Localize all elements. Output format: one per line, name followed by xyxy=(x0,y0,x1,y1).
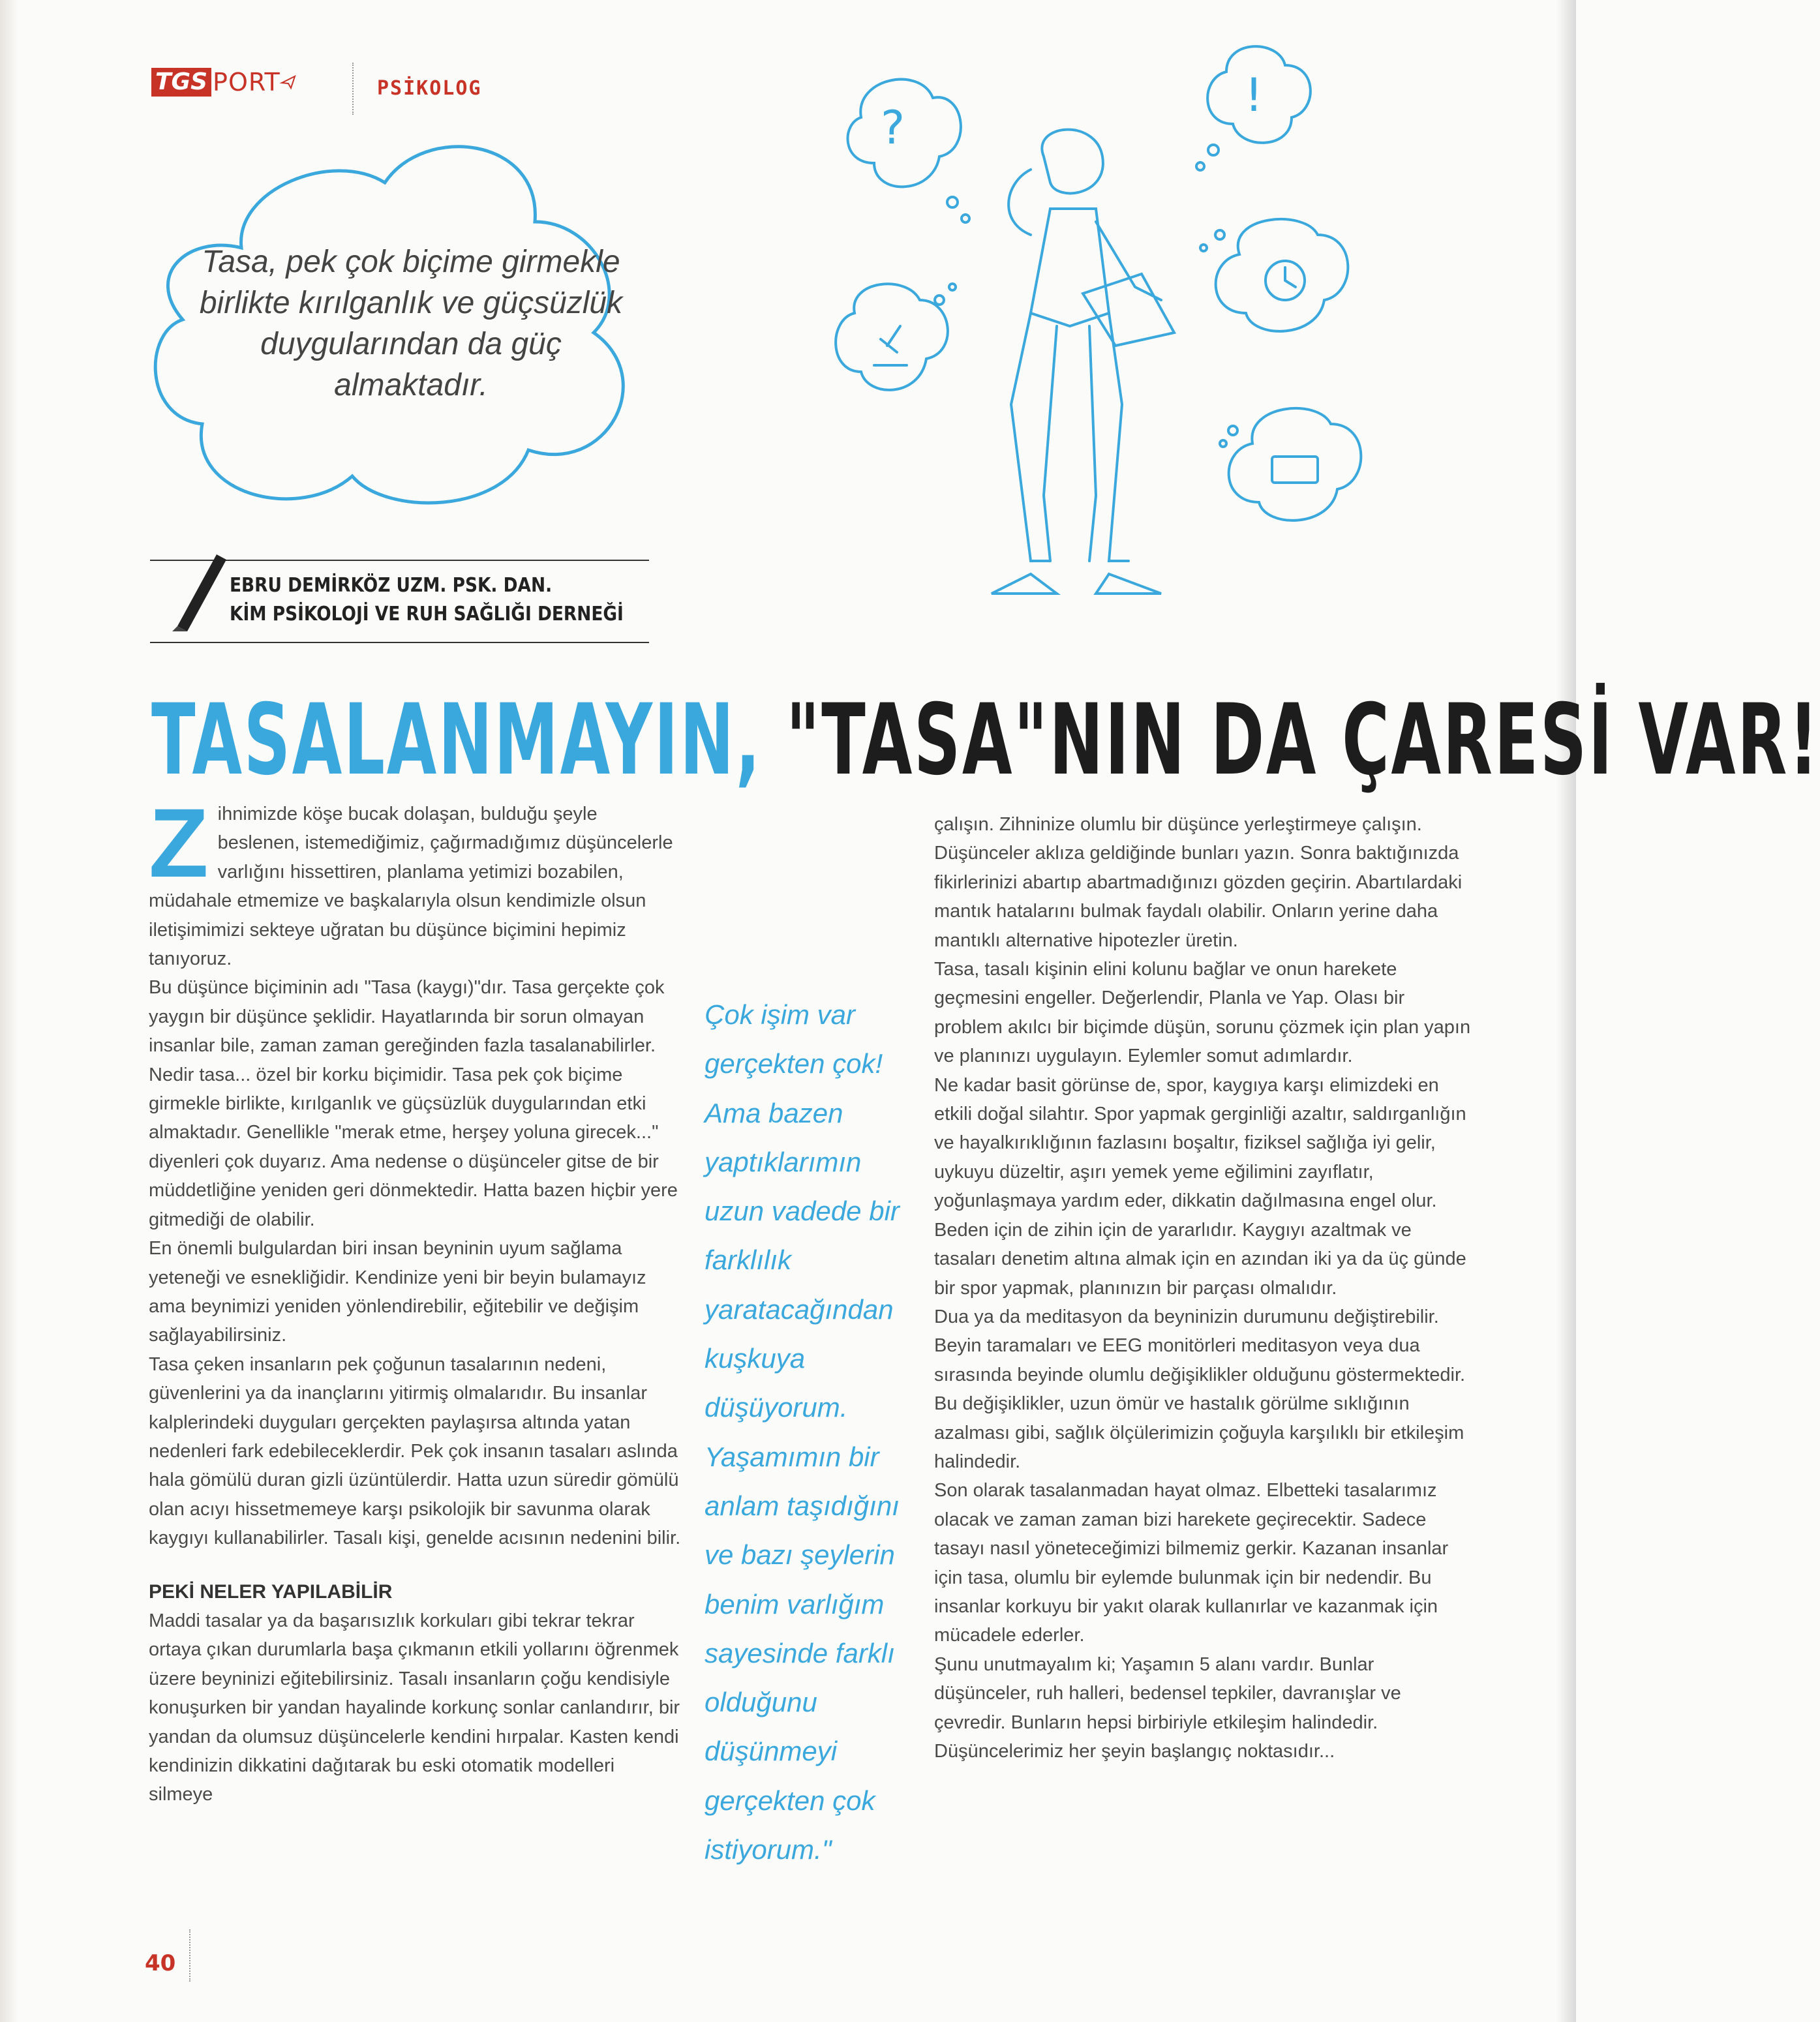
paragraph: Tasa, tasalı kişinin elini kolunu bağlar ve onun harekete geçmesini engeller. Değerlendir, Planla ve Yap. Olası bir problem akılcı bir biçimde düşün, sorunu çözmek için plan yapın ve planınızı uygulayın. Eylemler somut adımlardır. xyxy=(934,959,1471,1067)
thought-bubble-clock xyxy=(1216,219,1348,331)
magazine-logo xyxy=(151,68,297,97)
page-edge-shadow xyxy=(1556,0,1576,2022)
logo-plane-icon xyxy=(281,74,297,91)
footer-divider xyxy=(189,1929,190,1982)
paragraph: çalışın. Zihninize olumlu bir düşünce yerleştirmeye çalışın. Düşünceler aklıza geldiğinde bunları yazın. Sonra baktığınızda fikirlerinizi abartıp abartmadığınızı gözden geçirin. Abartılardaki mantık hatalarını bulmak faydalı olabilir. Onların yerine daha mantıklı alternative hipotezler üretin. xyxy=(934,814,1463,951)
dropcap: Z xyxy=(149,788,209,898)
byline xyxy=(230,571,624,629)
paragraph: Maddi tasalar ya da başarısızlık korkuları gibi tekrar tekrar ortaya çıkan durumlarla başa çıkmanın etkili yollarını öğrenmek üzere beyninizi eğitebilirsiniz. Tasalı insanların çoğu kendisiyle konuşurken bir yandan hayalinde korkunç sonlar canlandırır, bir yandan da olumsuz düşüncelerle kendini hırpalar. Kasten kendi kendinizin dikkatini dağıtarak bu eski otomatik modelleri silmeye xyxy=(149,1610,680,1805)
section-label: PSİKOLOG xyxy=(377,77,482,100)
worried-person-illustration xyxy=(835,39,1474,626)
paragraph: Son olarak tasalanmadan hayat olmaz. Elbetteki tasalarımız olacak ve zaman zaman bizi harekete geçirecektir. Sadece tasayı nasıl yöneteceğimizi bilmemiz gerkir. Kazanan insanlar için tasa, olumlu bir eylemde bulunmak için bir nedendir. Bu insanlar korkuyu bir yakıt olarak kullanırlar ve kazanmak için mücadele ederler. xyxy=(934,1480,1449,1646)
headline-part2: "TASA"NIN DA ÇARESİ VAR! xyxy=(786,684,1820,797)
byline-author: EBRU DEMİRKÖZ UZM. PSK. DAN. xyxy=(230,574,553,597)
paragraph: Bu düşünce biçiminin adı "Tasa (kaygı)"dır. Tasa gerçekte çok yaygın bir düşünce şeklidir. Hayatlarında bir sorun olmayan insanlar bile, zaman zaman gereğinden fazla tasalanabilirler. Nedir tasa... özel bir korku biçimidir. Tasa pek çok biçime girmekle birlikte, kırılganlık ve güçsüzlük duygularından etki almaktadır. Genellikle "merak etme, herşey yoluna girecek..." diyenleri çok duyarız. Ama nedense o düşünceler gitse de bir müddetliğine yeniden geri dönmektedir. Hatta bazen hiçbir yere gitmediği de olabilir. xyxy=(149,977,678,1230)
body-column-right xyxy=(934,810,1476,1766)
header-divider xyxy=(352,63,354,115)
logo-box: TGS xyxy=(151,68,211,97)
money-icon xyxy=(1272,457,1318,483)
byline-organization: KİM PSİKOLOJİ VE RUH SAĞLIĞI DERNEĞİ xyxy=(230,603,624,626)
paragraph: Ne kadar basit görünse de, spor, kaygıya karşı elimizdeki en etkili doğal silahtır. Spor yapmak gerginliği azaltır, saldırganlığın ve hayalkırıklığının fazlasını boşaltır, fiziksel sağlığa iyi gelir, uykuyu düzeltir, aşırı yemek yeme eğilimini zayıflatır, yoğunlaşmaya yardım eder, dikkatin dağılmasına engel olur. Beden için de zihin için de yararlıdır. Kaygıyı azaltmak ve tasaları denetim altına almak için en azından iki ya da üç günde bir spor yapmak, planınızın bir parçası olmalıdır. xyxy=(934,1074,1466,1299)
paragraph: Dua ya da meditasyon da beyninizin durumunu değiştirebilir. Beyin taramaları ve EEG monitörleri meditasyon veya dua sırasında beyinde olumlu değişiklikler olduğunu göstermektedir. Bu değişiklikler, uzun ömür ve hastalık görülme sıklığının azalması gibi, sağlık ölçülerimizin çoğuyla karşılıklı bir etkileşim halindedir. xyxy=(934,1306,1466,1472)
body-column-left xyxy=(149,788,684,1809)
quote-cloud-text: Tasa, pek çok biçime girmekle birlikte kırılganlık ve güçsüzlük duygularından da güç almaktadır. xyxy=(199,245,623,402)
byline-rule-bottom xyxy=(150,642,649,643)
pen-icon xyxy=(171,541,230,633)
question-mark: ? xyxy=(881,101,905,155)
paragraph: En önemli bulgulardan biri insan beyninin uyum sağlama yeteneği ve esnekliğidir. Kendinize yeni bir beyin bulamayız ama beynimizi yeniden yönlendirebilir, eğitebilir ve değişim sağlayabilirsiniz. xyxy=(149,1238,646,1346)
food-icon xyxy=(874,326,907,365)
paragraph: Şunu unutmayalım ki; Yaşamın 5 alanı vardır. Bunlar düşünceler, ruh halleri, bedensel tepkiler, davranışlar ve çevredir. Bunların hepsi birbiriyle etkileşim halindedir. Düşüncelerimiz her şeyin başlangıç noktasıdır... xyxy=(934,1653,1401,1762)
worried-person xyxy=(992,130,1174,594)
pull-quote: Çok işim var gerçekten çok! Ama bazen yaptıklarımın uzun vadede bir farklılık yaratacağından kuşkuya düşüyorum. Yaşamımın bir anlam taşıdığını ve bazı şeylerin benim varlığım sayesinde farklı olduğunu düşünmeyi gerçekten çok istiyorum." xyxy=(705,999,900,1865)
exclamation-mark: ! xyxy=(1245,68,1264,122)
paragraph: Zihnimizde köşe bucak dolaşan, bulduğu şeyle beslenen, istemediğimiz, çağırmadığımız düşüncelerle varlığını hissettiren, planlama yetimizi bozabilen, müdahale etmemize ve başkalarıyla olsun kendimizle olsun iletişimimizi sekteye uğratan bu düşünce biçimini hepimiz tanıyoruz. xyxy=(149,788,673,970)
thought-bubble-money xyxy=(1229,408,1361,521)
paragraph: Tasa çeken insanların pek çoğunun tasalarının nedeni, güvenlerini ya da inançlarını yitirmiş olmalarıdır. Bu insanlar kalplerindeki duyguları gerçekten paylaşırsa altında yatan nedenleri fark edebileceklerdir. Pek çok insanın tasaları aslında hala gömülü duran gizli üzüntülerdir. Hatta uzun süredir gömülü olan acıyı hissetmemeye karşı psikolojik bir savunma olarak kaygıyı kullanabilirler. Tasalı kişi, genelde acısının nedenini bilir. xyxy=(149,1353,681,1549)
subheading: PEKİ NELER YAPILABİLİR xyxy=(149,1580,393,1603)
article-headline xyxy=(151,684,1820,797)
page-binding-shadow xyxy=(0,0,18,2022)
headline-part1: TASALANMAYIN, xyxy=(151,684,762,797)
page-number: 40 xyxy=(145,1950,176,1976)
logo-sport: PORT xyxy=(213,68,281,97)
